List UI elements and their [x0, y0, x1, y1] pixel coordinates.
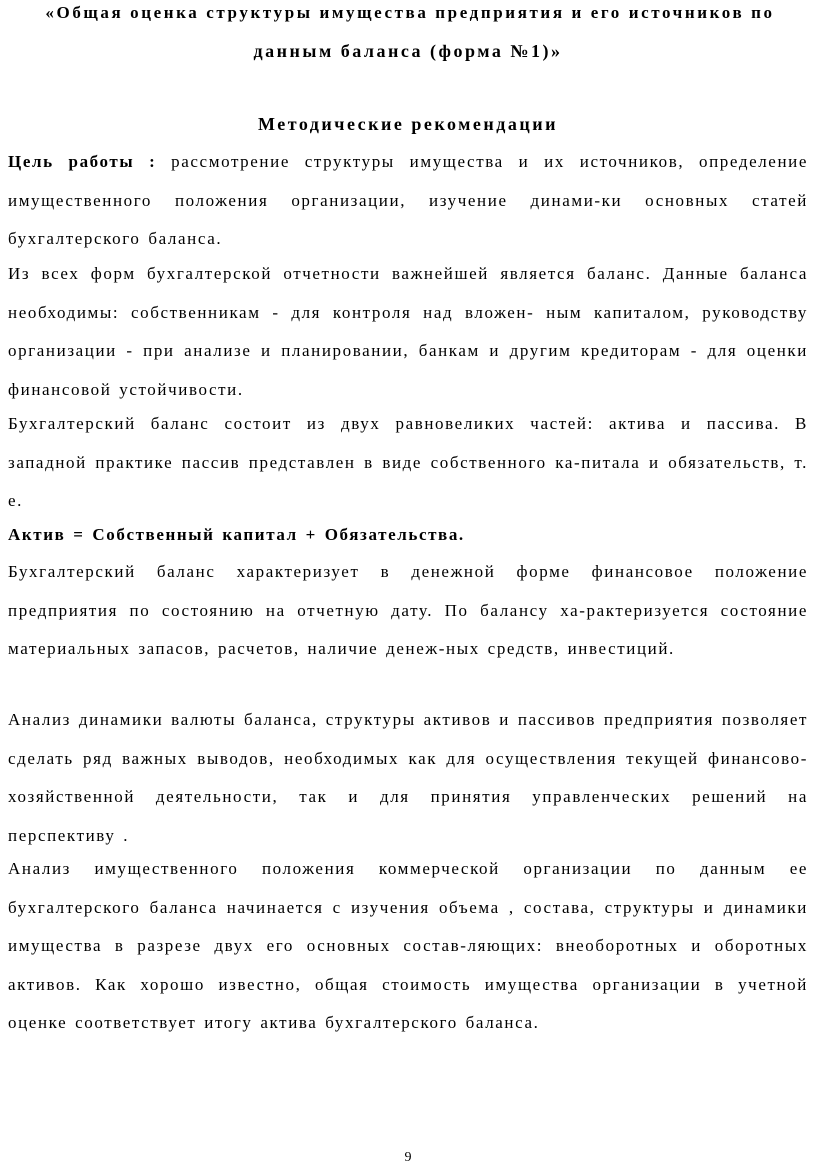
- section-heading: Методические рекомендации: [257, 114, 558, 134]
- balance-formula: Актив = Собственный капитал + Обязательства.: [8, 525, 465, 544]
- paragraph-property-analysis: Анализ имущественного положения коммерческой организации по данным ее бухгалтерского баланса начинается с изучения объема , состава, структуры и динамики имущества в разрезе двух его основных состав-ляющих: внеоборотных и оборотных активов. Как хорошо известно, общая стоимость имущества организации в учетной оценке соответствует итогу актива бухгалтерского баланса.: [8, 859, 808, 1033]
- goal-text: рассмотрение структуры имущества и их источников, определение имущественного положения организации, изучение динами-ки основных статей бухгалтерского баланса.: [8, 152, 808, 249]
- paragraph-balance-importance: Из всех форм бухгалтерской отчетности важнейшей является баланс. Данные баланса необходимы: собственникам - для контроля над вложен- ным капиталом, руководству организации - при анализе и планировании, банкам и другим кредиторам - для оценки финансовой устойчивости.: [8, 264, 808, 399]
- page-number: 9: [404, 1150, 412, 1165]
- document-title-line1: «Общая оценка структуры имущества предприятия и его источников по: [45, 3, 775, 22]
- paragraph-balance-characterization: Бухгалтерский баланс характеризует в денежной форме финансовое положение предприятия по состоянию на отчетную дату. По балансу ха-рактеризуется состояние материальных запасов, расчетов, наличие денеж-ных средств, инвестиций.: [8, 562, 808, 659]
- paragraph-balance-structure: Бухгалтерский баланс состоит из двух равновеликих частей: актива и пассива. В западной практике пассив представлен в виде собственного ка-питала и обязательств, т. е.: [8, 414, 808, 511]
- document-title-line2: данным баланса (форма №1)»: [253, 41, 563, 61]
- paragraph-goal: [8, 143, 808, 259]
- goal-label: Цель работы :: [8, 152, 157, 171]
- paragraph-dynamics-analysis: Анализ динамики валюты баланса, структуры активов и пассивов предприятия позволяет сделать ряд важных выводов, необходимых как для осуществления текущей финансово-хозяйственной деятельности, так и для принятия управленческих решений на перспективу .: [8, 710, 808, 845]
